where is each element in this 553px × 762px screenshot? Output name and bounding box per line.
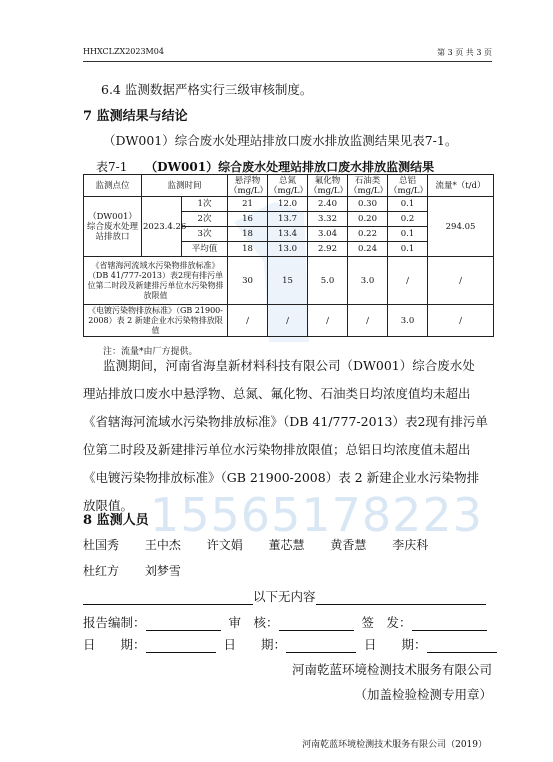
cell-oil: /	[348, 305, 388, 337]
results-table	[83, 174, 494, 337]
table-caption	[96, 158, 434, 175]
cell-ss: 16	[228, 212, 268, 227]
staff-name: 刘梦雪	[144, 564, 181, 578]
staff-name: 杜国秀	[83, 538, 120, 552]
conclusion-line: 监测期间，河南省海皇新材料科技有限公司（DW001）综合废水处	[103, 358, 475, 373]
monitoring-point: （DW001）综合废水处理站排放口	[84, 197, 142, 257]
conclusion-line: 《电镀污染物排放标准》（GB 21900-2008）表 2 新建企业水污染物排	[83, 470, 480, 485]
page-footer: 河南乾蓝环境检测技术服务有限公司（2019）	[302, 740, 487, 750]
header-divider	[83, 61, 492, 62]
cell-al: 3.0	[388, 305, 428, 337]
conclusion-line: 位第二时段及新建排污单位水污染物排放限值；总铝日均浓度值未超出	[83, 442, 471, 457]
cell-ss: 30	[228, 257, 268, 305]
monitoring-date: 2023.4.26	[142, 197, 182, 257]
cell-n: 13.4	[268, 227, 308, 242]
cell-f: 3.32	[308, 212, 348, 227]
table-header-row	[84, 175, 494, 197]
staff-name: 杜红方	[83, 564, 120, 578]
col-flow: 流量*（t/d）	[428, 175, 494, 197]
cell-ss: /	[228, 305, 268, 337]
cell-al: 0.1	[388, 227, 428, 242]
staff-name: 许文娟	[206, 538, 243, 552]
cell-flow: /	[428, 305, 494, 337]
end-text: 以下无内容	[253, 589, 316, 604]
issue-label: 签 发：	[361, 615, 412, 630]
seal-note: （加盖检验检测专用章）	[354, 687, 492, 702]
cell-oil: 3.0	[348, 257, 388, 305]
table-title: （DW001）综合废水处理站排放口废水排放监测结果	[145, 160, 435, 174]
item-6-4: 6.4 监测数据严格实行三级审核制度。	[101, 82, 313, 97]
row-label: 1次	[182, 197, 228, 212]
date-label: 日 期：	[223, 637, 287, 652]
cell-ss: 18	[228, 242, 268, 257]
cell-f: 2.40	[308, 197, 348, 212]
compiler-label: 报告编制：	[83, 615, 146, 630]
conclusion-line: 放限值。	[83, 498, 134, 513]
col-al: 总铝（mg/L）	[389, 175, 429, 196]
cell-al: 0.1	[388, 242, 428, 257]
date-row	[83, 635, 497, 653]
cell-oil: 0.20	[348, 212, 388, 227]
staff-name: 董芯慧	[268, 538, 305, 552]
signature-row	[83, 613, 487, 631]
standard-row	[84, 305, 494, 337]
cell-al: /	[388, 257, 428, 305]
staff-row-1	[83, 536, 428, 553]
cell-n: 12.0	[268, 197, 308, 212]
watermark: 15565178223	[150, 488, 483, 542]
cell-flow: /	[428, 257, 494, 305]
col-f: 氟化物（mg/L）	[309, 175, 349, 196]
cell-ss: 18	[228, 227, 268, 242]
staff-name: 李庆科	[392, 538, 429, 552]
cell-f: 3.04	[308, 227, 348, 242]
cell-n: 13.0	[268, 242, 308, 257]
company-name: 河南乾蓝环境检测技术服务有限公司	[291, 662, 492, 677]
standard-name: 《电镀污染物排放标准》（GB 21900-2008）表 2 新建企业水污染物排放限值	[84, 305, 228, 337]
staff-row-2	[83, 562, 181, 579]
cell-al: 0.1	[388, 197, 428, 212]
date-label: 日 期：	[364, 637, 427, 652]
section-7-heading: 7 监测结果与结论	[83, 109, 188, 124]
cell-oil: 0.24	[348, 242, 388, 257]
intro-paragraph: （DW001）综合废水处理站排放口废水排放监测结果见表7-1。	[103, 133, 458, 148]
cell-oil: 0.22	[348, 227, 388, 242]
report-code: HHXCLZX2023M04	[83, 47, 164, 56]
staff-name: 黄香慧	[330, 538, 367, 552]
end-of-content	[83, 587, 486, 605]
col-point: 监测点位	[84, 175, 142, 197]
date-label: 日 期：	[83, 637, 146, 652]
row-label: 平均值	[182, 242, 228, 257]
row-label: 2次	[182, 212, 228, 227]
standard-name: 《省辖海河流域水污染物排放标准》（DB 41/777-2013）表2现有排污单位第二时段及新建排污单位水污染物排放限值	[84, 257, 228, 305]
cell-oil: 0.30	[348, 197, 388, 212]
standard-row	[84, 257, 494, 305]
section-8-heading: 8 监测人员	[83, 513, 149, 528]
table-number: 表7-1	[96, 160, 128, 174]
row-label: 3次	[182, 227, 228, 242]
col-n: 总氮（mg/L）	[269, 175, 309, 196]
col-time: 监测时间	[142, 175, 228, 197]
table-row	[84, 197, 494, 212]
cell-f: 5.0	[308, 257, 348, 305]
cell-f: /	[308, 305, 348, 337]
cell-n: 15	[268, 257, 308, 305]
cell-ss: 21	[228, 197, 268, 212]
col-oil: 石油类（mg/L）	[349, 175, 389, 196]
page-number: 第 3 页 共 3 页	[437, 48, 492, 57]
col-ss: 悬浮物（mg/L）	[229, 175, 269, 196]
flow-value: 294.05	[428, 197, 494, 257]
cell-f: 2.92	[308, 242, 348, 257]
cell-n: 13.7	[268, 212, 308, 227]
cell-n: /	[268, 305, 308, 337]
table-note: 注：流量*由厂方提供。	[103, 347, 198, 357]
review-label: 审 核：	[228, 615, 279, 630]
conclusion-line: 理站排放口废水中悬浮物、总氮、氟化物、石油类日均浓度值均未超出	[83, 386, 471, 401]
staff-name: 王中杰	[144, 538, 181, 552]
cell-al: 0.2	[388, 212, 428, 227]
conclusion-line: 《省辖海河流域水污染物排放标准》（DB 41/777-2013）表2现有排污单	[83, 414, 488, 429]
